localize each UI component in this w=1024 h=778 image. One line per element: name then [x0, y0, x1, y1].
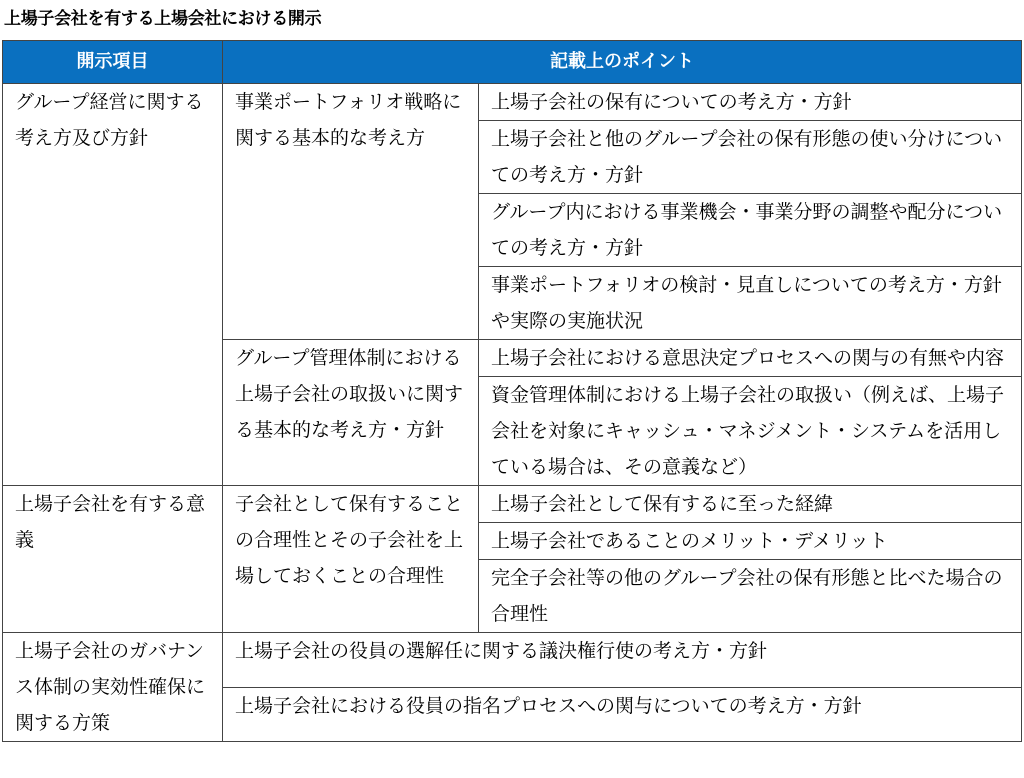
sub-item-cell: 事業ポートフォリオ戦略に関する基本的な考え方	[223, 84, 479, 340]
point-cell: 上場子会社であることのメリット・デメリット	[479, 523, 1022, 560]
table-row	[3, 486, 1022, 523]
point-cell: グループ内における事業機会・事業分野の調整や配分についての考え方・方針	[479, 194, 1022, 267]
sub-item-cell: 子会社として保有することの合理性とその子会社を上場しておくことの合理性	[223, 486, 479, 633]
point-cell: 資金管理体制における上場子会社の取扱い（例えば、上場子会社を対象にキャッシュ・マネジメント・システムを活用している場合は、その意義など）	[479, 377, 1022, 486]
header-key-points: 記載上のポイント	[223, 41, 1022, 84]
table-row	[3, 633, 1022, 688]
point-cell: 上場子会社における意思決定プロセスへの関与の有無や内容	[479, 340, 1022, 377]
disclosure-item-cell: グループ経営に関する考え方及び方針	[3, 84, 223, 486]
page-title: 上場子会社を有する上場会社における開示	[4, 9, 322, 29]
point-cell: 上場子会社の保有についての考え方・方針	[479, 84, 1022, 121]
disclosure-item-cell: 上場子会社を有する意義	[3, 486, 223, 633]
point-cell: 上場子会社における役員の指名プロセスへの関与についての考え方・方針	[223, 687, 1022, 742]
point-cell: 完全子会社等の他のグループ会社の保有形態と比べた場合の合理性	[479, 560, 1022, 633]
point-cell: 上場子会社として保有するに至った経緯	[479, 486, 1022, 523]
sub-item-cell: グループ管理体制における上場子会社の取扱いに関する基本的な考え方・方針	[223, 340, 479, 486]
point-cell: 上場子会社と他のグループ会社の保有形態の使い分けについての考え方・方針	[479, 121, 1022, 194]
table-header-row	[3, 41, 1022, 84]
point-cell: 上場子会社の役員の選解任に関する議決権行使の考え方・方針	[223, 633, 1022, 688]
table-row	[3, 84, 1022, 121]
header-disclosure-item: 開示項目	[3, 41, 223, 84]
point-cell: 事業ポートフォリオの検討・見直しについての考え方・方針や実際の実施状況	[479, 267, 1022, 340]
disclosure-table	[2, 40, 1022, 742]
disclosure-item-cell: 上場子会社のガバナンス体制の実効性確保に関する方策	[3, 633, 223, 742]
